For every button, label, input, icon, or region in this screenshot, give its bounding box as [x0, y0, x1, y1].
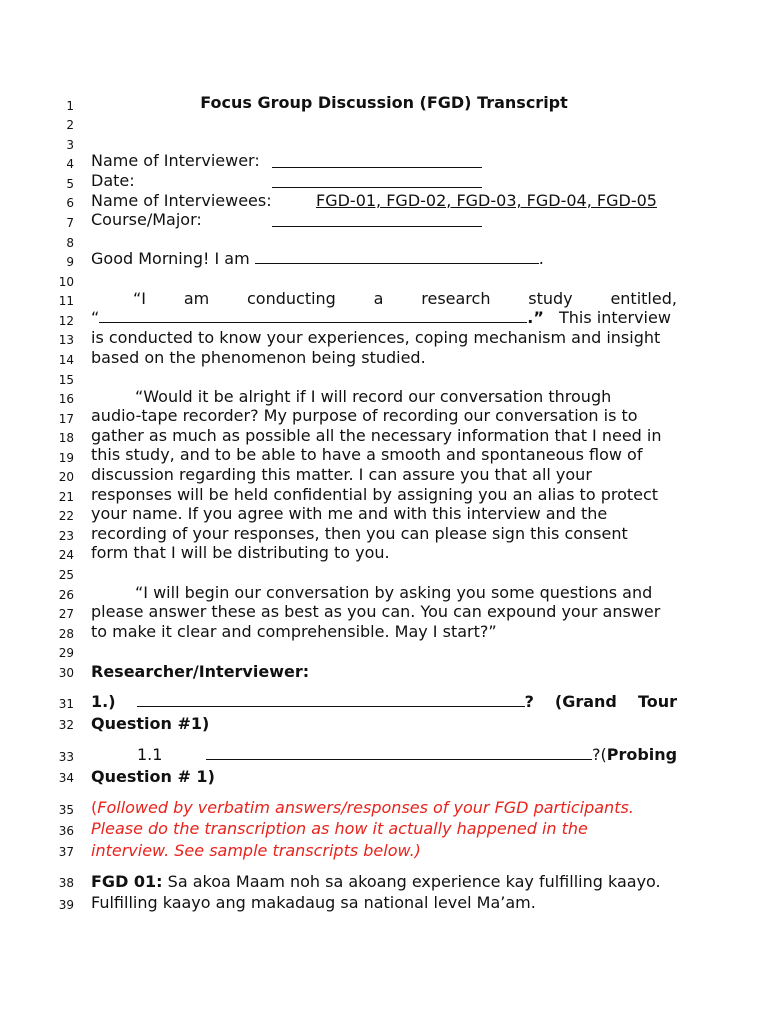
line-number: 33	[58, 750, 74, 764]
question-1-label: Question #1)	[91, 714, 210, 733]
line-number: 19	[58, 451, 74, 465]
probing-tag: Probing	[606, 745, 678, 764]
probing-question-line	[206, 745, 677, 765]
line-number: 16	[58, 392, 74, 406]
line-number: 4	[66, 157, 74, 171]
question-1-number: 1.)	[91, 692, 116, 711]
interviewer-label: Name of Interviewer:	[91, 151, 260, 170]
open-quote: “	[91, 308, 100, 327]
line-number: 11	[58, 294, 74, 308]
line-number: 23	[58, 529, 74, 543]
intro-word: entitled,	[610, 289, 677, 308]
study-title-blank[interactable]	[99, 308, 527, 323]
line-number: 3	[66, 138, 74, 152]
interviewees-row	[91, 191, 657, 211]
line-number: 9	[66, 255, 74, 269]
consent-line-17: audio-tape recorder? My purpose of recording our conversation is to	[91, 406, 638, 425]
line-number: 2	[66, 118, 74, 132]
line-number: 29	[58, 646, 74, 660]
note-line-35: (Followed by verbatim answers/responses of your FGD participants.	[91, 798, 634, 817]
note-line-36: Please do the transcription as how it actually happened in the	[91, 819, 588, 838]
line-number: 34	[58, 771, 74, 785]
begin-line-27: please answer these as best as you can. You can expound your answer	[91, 602, 661, 621]
consent-line-21: responses will be held confidential by assigning you an alias to protect	[91, 485, 659, 504]
date-label: Date:	[91, 171, 135, 190]
date-blank[interactable]	[272, 173, 482, 188]
line-number: 10	[58, 275, 74, 289]
researcher-heading: Researcher/Interviewer:	[91, 662, 310, 681]
line-number: 8	[66, 236, 74, 250]
intro-word: study	[528, 289, 573, 308]
fgd01-label: FGD 01:	[91, 872, 163, 891]
line-number: 1	[66, 99, 74, 113]
question-1-line	[91, 692, 677, 712]
question-1-tag: Tour	[637, 692, 677, 711]
question-1-blank[interactable]	[137, 692, 525, 707]
consent-line-16: “Would it be alright if I will record our conversation through	[135, 387, 612, 406]
line-number: 6	[66, 196, 74, 210]
question-1-mark: ?	[524, 692, 534, 711]
line-number: 22	[58, 509, 74, 523]
line-number: 7	[66, 216, 74, 230]
line-number: 27	[58, 607, 74, 621]
line-number: 13	[58, 333, 74, 347]
document-title: Focus Group Discussion (FGD) Transcript	[200, 93, 568, 112]
date-row	[91, 171, 135, 191]
greeting-text: Good Morning! I am	[91, 249, 250, 268]
line-number: 21	[58, 490, 74, 504]
note-line-37: interview. See sample transcripts below.)	[91, 841, 421, 860]
consent-line-20: discussion regarding this matter. I can assure you that all your	[91, 465, 592, 484]
interviewees-value: FGD-01, FGD-02, FGD-03, FGD-04, FGD-05	[316, 191, 657, 210]
intro-line-11	[91, 289, 677, 309]
fgd01-response: Sa akoa Maam noh sa akoang experience kay fulfilling kaayo.	[167, 872, 661, 891]
greeting-line	[91, 249, 544, 269]
close-quote: .”	[527, 308, 544, 327]
intro-line-14: based on the phenomenon being studied.	[91, 348, 426, 367]
line-number: 17	[58, 412, 74, 426]
intro-word: conducting	[247, 289, 336, 308]
line-number: 31	[58, 697, 74, 711]
interviewer-blank[interactable]	[272, 153, 482, 168]
line-number: 38	[58, 876, 74, 890]
line-number: 12	[58, 314, 74, 328]
line-number: 24	[58, 548, 74, 562]
line-number: 37	[58, 845, 74, 859]
line-number: 26	[58, 588, 74, 602]
probing-number: 1.1	[137, 745, 163, 764]
course-row	[91, 210, 202, 230]
question-1-tag: (Grand	[554, 692, 617, 711]
line-number: 32	[58, 718, 74, 732]
line-number: 36	[58, 824, 74, 838]
consent-line-24: form that I will be distributing to you.	[91, 543, 390, 562]
line-number: 25	[58, 568, 74, 582]
line-number: 18	[58, 431, 74, 445]
line-number: 15	[58, 373, 74, 387]
consent-line-19: this study, and to be able to have a smooth and spontaneous flow of	[91, 445, 643, 464]
consent-line-18: gather as much as possible all the necessary information that I need in	[91, 426, 662, 445]
line-number: 5	[66, 177, 74, 191]
interviewees-label: Name of Interviewees:	[91, 191, 272, 210]
line-number: 30	[58, 666, 74, 680]
line-number: 39	[58, 898, 74, 912]
begin-line-26: “I will begin our conversation by asking you some questions and	[135, 583, 653, 602]
intro-word: a	[373, 289, 384, 308]
line-number: 20	[58, 470, 74, 484]
note-text: Followed by verbatim answers/responses of your FGD participants.	[97, 798, 634, 817]
consent-line-23: recording of your responses, then you can please sign this consent	[91, 524, 628, 543]
intro-line-12	[91, 308, 671, 328]
greeting-period: .	[538, 249, 544, 268]
probing-question-blank[interactable]	[206, 745, 592, 760]
line-number: 14	[58, 353, 74, 367]
intro-word: am	[183, 289, 210, 308]
probing-question-label: Question # 1)	[91, 767, 215, 786]
fgd01-line-39: Fulfilling kaayo ang makadaug sa national level Ma’am.	[91, 893, 536, 912]
fgd01-line-38	[91, 872, 661, 892]
consent-line-22: your name. If you agree with me and with this interview and the	[91, 504, 608, 523]
line-number: 35	[58, 803, 74, 817]
interviewer-row	[91, 151, 260, 171]
presenter-name-blank[interactable]	[255, 249, 539, 264]
intro-word: research	[421, 289, 491, 308]
intro-rest: This interview	[559, 308, 671, 327]
begin-line-28: to make it clear and comprehensible. May I start?”	[91, 622, 497, 641]
probing-mark: ?(	[592, 745, 607, 764]
intro-word: “I	[133, 289, 147, 308]
course-label: Course/Major:	[91, 210, 202, 229]
line-number: 28	[58, 627, 74, 641]
course-blank[interactable]	[272, 212, 482, 227]
intro-line-13: is conducted to know your experiences, coping mechanism and insight	[91, 328, 661, 347]
